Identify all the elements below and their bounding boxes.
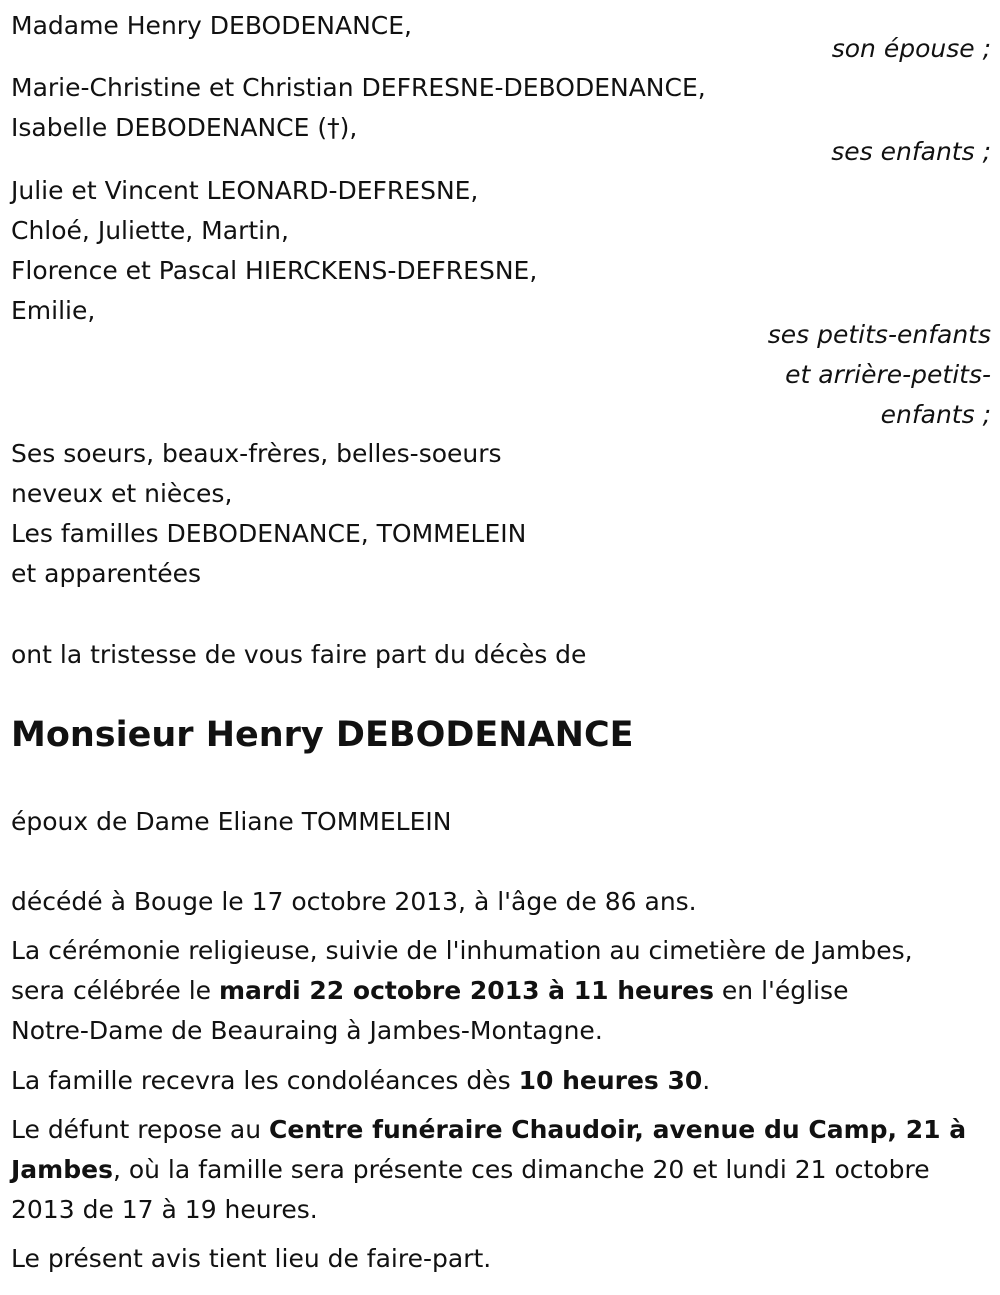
family-line-4: et apparentées bbox=[11, 559, 202, 588]
family-line-2: neveux et nièces, bbox=[11, 479, 233, 508]
ceremony-text: sera célébrée le bbox=[11, 976, 219, 1005]
ceremony-date: mardi 22 octobre 2013 à 11 heures bbox=[218, 976, 714, 1005]
ceremony-line-2 bbox=[11, 976, 848, 1006]
children-line-1: Marie-Christine et Christian DEFRESNE-DEBODENANCE, bbox=[11, 73, 706, 102]
repose-location-city: Jambes bbox=[11, 1155, 113, 1184]
ceremony-line-1: La cérémonie religieuse, suivie de l'inhumation au cimetière de Jambes, bbox=[11, 936, 913, 965]
condolences-time: 10 heures 30 bbox=[518, 1066, 703, 1095]
condolences-text: La famille recevra les condoléances dès bbox=[11, 1066, 519, 1095]
ceremony-line-3: Notre-Dame de Beauraing à Jambes-Montagne. bbox=[11, 1016, 603, 1045]
wife-role: son épouse ; bbox=[831, 34, 991, 63]
grandchildren-line-4: Emilie, bbox=[11, 296, 96, 325]
children-line-2: Isabelle DEBODENANCE (†), bbox=[11, 113, 358, 142]
wife-line: Madame Henry DEBODENANCE, bbox=[11, 11, 412, 40]
grandchildren-line-3: Florence et Pascal HIERCKENS-DEFRESNE, bbox=[11, 256, 538, 285]
repose-line-2 bbox=[11, 1155, 930, 1185]
grandchildren-role-3: enfants ; bbox=[880, 400, 991, 429]
family-line-1: Ses soeurs, beaux-frères, belles-soeurs bbox=[11, 439, 502, 468]
deceased-name: Monsieur Henry DEBODENANCE bbox=[11, 715, 634, 755]
spouse-of: époux de Dame Eliane TOMMELEIN bbox=[11, 807, 452, 836]
notice-line: Le présent avis tient lieu de faire-part. bbox=[11, 1244, 492, 1273]
condolences-line bbox=[11, 1066, 710, 1096]
repose-line-3: 2013 de 17 à 19 heures. bbox=[11, 1195, 318, 1224]
grandchildren-line-1: Julie et Vincent LEONARD-DEFRESNE, bbox=[11, 176, 479, 205]
condolences-end: . bbox=[702, 1066, 711, 1095]
repose-location: Centre funéraire Chaudoir, avenue du Camp, 21 à bbox=[269, 1115, 967, 1144]
repose-text-2: , où la famille sera présente ces dimanche 20 et lundi 21 octobre bbox=[112, 1155, 930, 1184]
announcement: ont la tristesse de vous faire part du décès de bbox=[11, 640, 587, 669]
repose-text: Le défunt repose au bbox=[11, 1115, 270, 1144]
family-line-3: Les familles DEBODENANCE, TOMMELEIN bbox=[11, 519, 527, 548]
grandchildren-line-2: Chloé, Juliette, Martin, bbox=[11, 216, 289, 245]
grandchildren-role-1: ses petits-enfants bbox=[767, 320, 991, 349]
ceremony-text-end: en l'église bbox=[713, 976, 849, 1005]
death-info: décédé à Bouge le 17 octobre 2013, à l'âge de 86 ans. bbox=[11, 887, 697, 916]
grandchildren-role-2: et arrière-petits- bbox=[785, 360, 991, 389]
children-role: ses enfants ; bbox=[831, 137, 991, 166]
repose-line-1 bbox=[11, 1115, 966, 1145]
